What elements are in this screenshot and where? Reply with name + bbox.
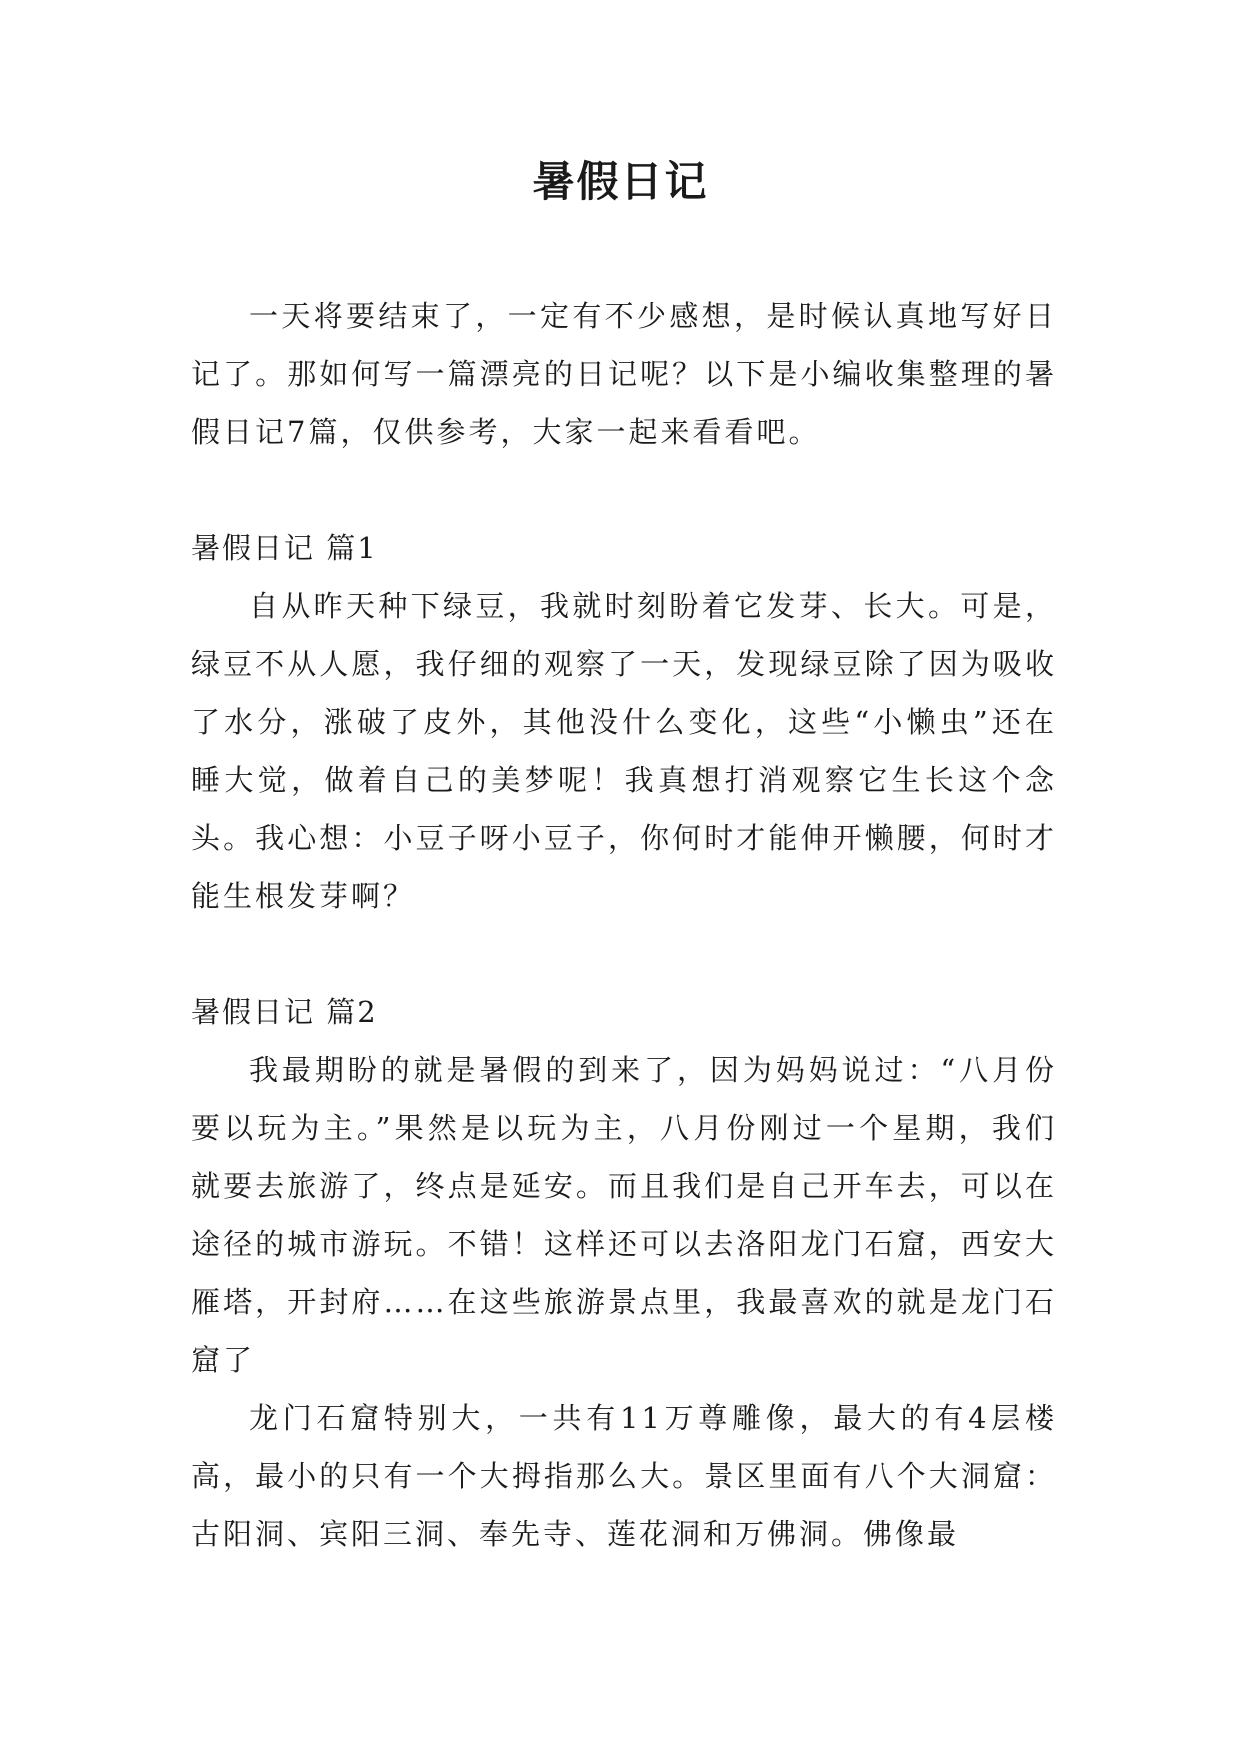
section-heading-1: 暑假日记 篇1 (191, 531, 378, 565)
section-2-paragraph-2: 龙门石窟特别大，一共有11万尊雕像，最大的有4层楼高，最小的只有一个大拇指那么大。景区里面有八个大洞窟：古阳洞、宾阳三洞、奉先寺、莲花洞和万佛洞。佛像最 (191, 1401, 1057, 1551)
section-heading-2: 暑假日记 篇2 (191, 995, 378, 1029)
document-body (191, 287, 1057, 1563)
section-1-paragraph-1: 自从昨天种下绿豆，我就时刻盼着它发芽、长大。可是，绿豆不从人愿，我仔细的观察了一天，发现绿豆除了因为吸收了水分，涨破了皮外，其他没什么变化，这些“小懒虫”还在睡大觉，做着自己的美梦呢！我真想打消观察它生长这个念头。我心想：小豆子呀小豆子，你何时才能伸开懒腰，何时才能生根发芽啊？ (191, 589, 1057, 913)
document-title: 暑假日记 (532, 157, 709, 206)
section-gap (191, 925, 1057, 983)
section-gap (191, 461, 1057, 519)
section-2-paragraph-1: 我最期盼的就是暑假的到来了，因为妈妈说过：“八月份要以玩为主。”果然是以玩为主，八月份刚过一个星期，我们就要去旅游了，终点是延安。而且我们是自己开车去，可以在途径的城市游玩。不错！这样还可以去洛阳龙门石窟，西安大雁塔，开封府……在这些旅游景点里，我最喜欢的就是龙门石窟了 (191, 1053, 1057, 1377)
intro-paragraph: 一天将要结束了，一定有不少感想，是时候认真地写好日记了。那如何写一篇漂亮的日记呢？以下是小编收集整理的暑假日记7篇，仅供参考，大家一起来看看吧。 (191, 299, 1057, 449)
